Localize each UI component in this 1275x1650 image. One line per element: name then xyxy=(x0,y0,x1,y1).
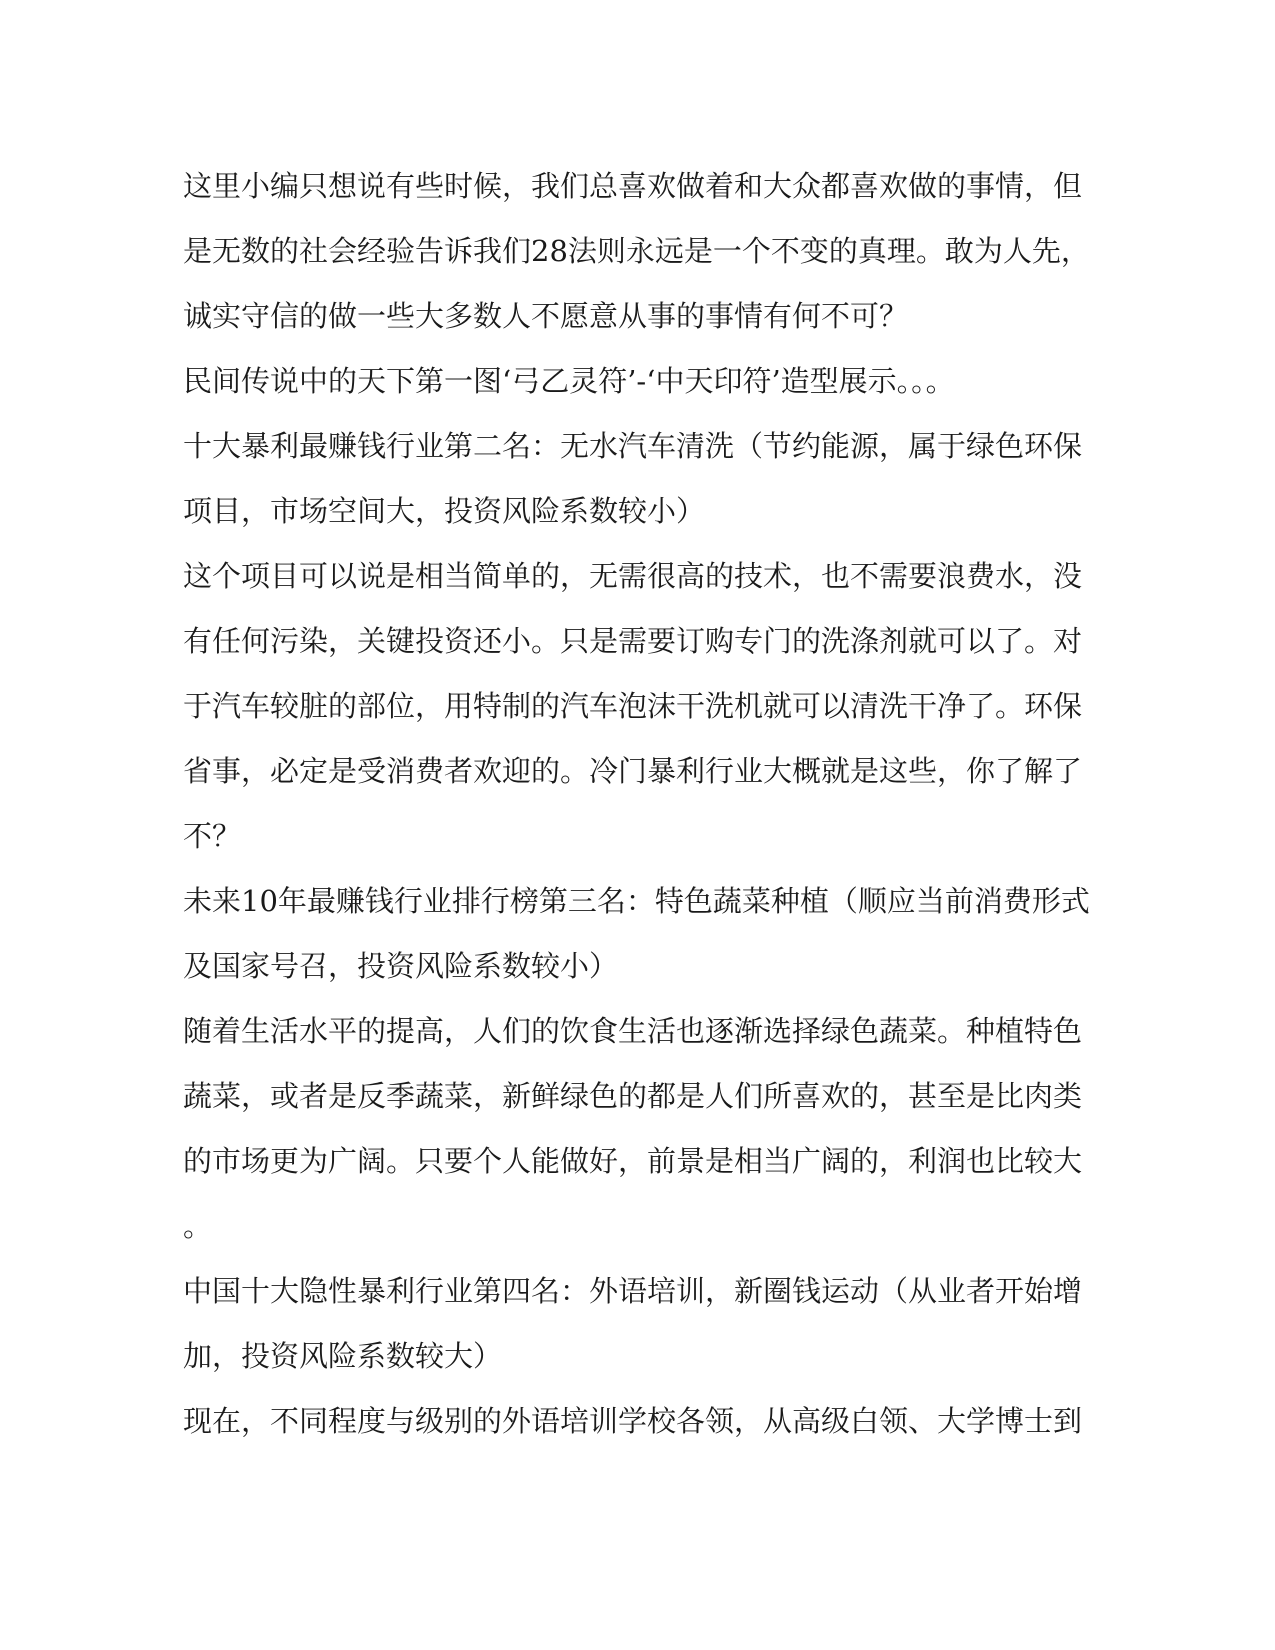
text-line: 现在，不同程度与级别的外语培训学校各领，从高级白领、大学博士到 xyxy=(183,1404,1083,1438)
text-line: 。 xyxy=(183,1209,213,1243)
text-line: 的市场更为广阔。只要个人能做好，前景是相当广阔的，利润也比较大 xyxy=(183,1144,1083,1178)
text-line: 于汽车较脏的部位，用特制的汽车泡沫干洗机就可以清洗干净了。环保 xyxy=(183,689,1083,723)
text-line: 诚实守信的做一些大多数人不愿意从事的事情有何不可？ xyxy=(183,299,909,333)
text-line: 项目，市场空间大，投资风险系数较小） xyxy=(183,494,706,528)
text-line: 这里小编只想说有些时候，我们总喜欢做着和大众都喜欢做的事情，但 xyxy=(183,169,1083,203)
document-body xyxy=(183,154,1095,1454)
text-line: 十大暴利最赚钱行业第二名：无水汽车清洗（节约能源，属于绿色环保 xyxy=(183,429,1083,463)
text-line: 有任何污染，关键投资还小。只是需要订购专门的洗涤剂就可以了。对 xyxy=(183,624,1083,658)
text-line: 及国家号召，投资风险系数较小） xyxy=(183,949,619,983)
text-line: 省事，必定是受消费者欢迎的。冷门暴利行业大概就是这些，你了解了 xyxy=(183,754,1083,788)
text-line: 中国十大隐性暴利行业第四名：外语培训，新圈钱运动（从业者开始增 xyxy=(183,1274,1083,1308)
text-line: 蔬菜，或者是反季蔬菜，新鲜绿色的都是人们所喜欢的，甚至是比肉类 xyxy=(183,1079,1083,1113)
text-line: 加，投资风险系数较大） xyxy=(183,1339,503,1373)
text-line: 这个项目可以说是相当简单的，无需很高的技术，也不需要浪费水，没 xyxy=(183,559,1083,593)
text-line: 未来10年最赚钱行业排行榜第三名：特色蔬菜种植（顺应当前消费形式 xyxy=(183,884,1090,918)
text-line: 不？ xyxy=(183,819,242,853)
text-line: 是无数的社会经验告诉我们28法则永远是一个不变的真理。敢为人先， xyxy=(183,234,1090,268)
text-line: 民间传说中的天下第一图‘弓乙灵符’-‘中天印符’造型展示。。。 xyxy=(183,364,955,398)
text-line: 随着生活水平的提高，人们的饮食生活也逐渐选择绿色蔬菜。种植特色 xyxy=(183,1014,1083,1048)
